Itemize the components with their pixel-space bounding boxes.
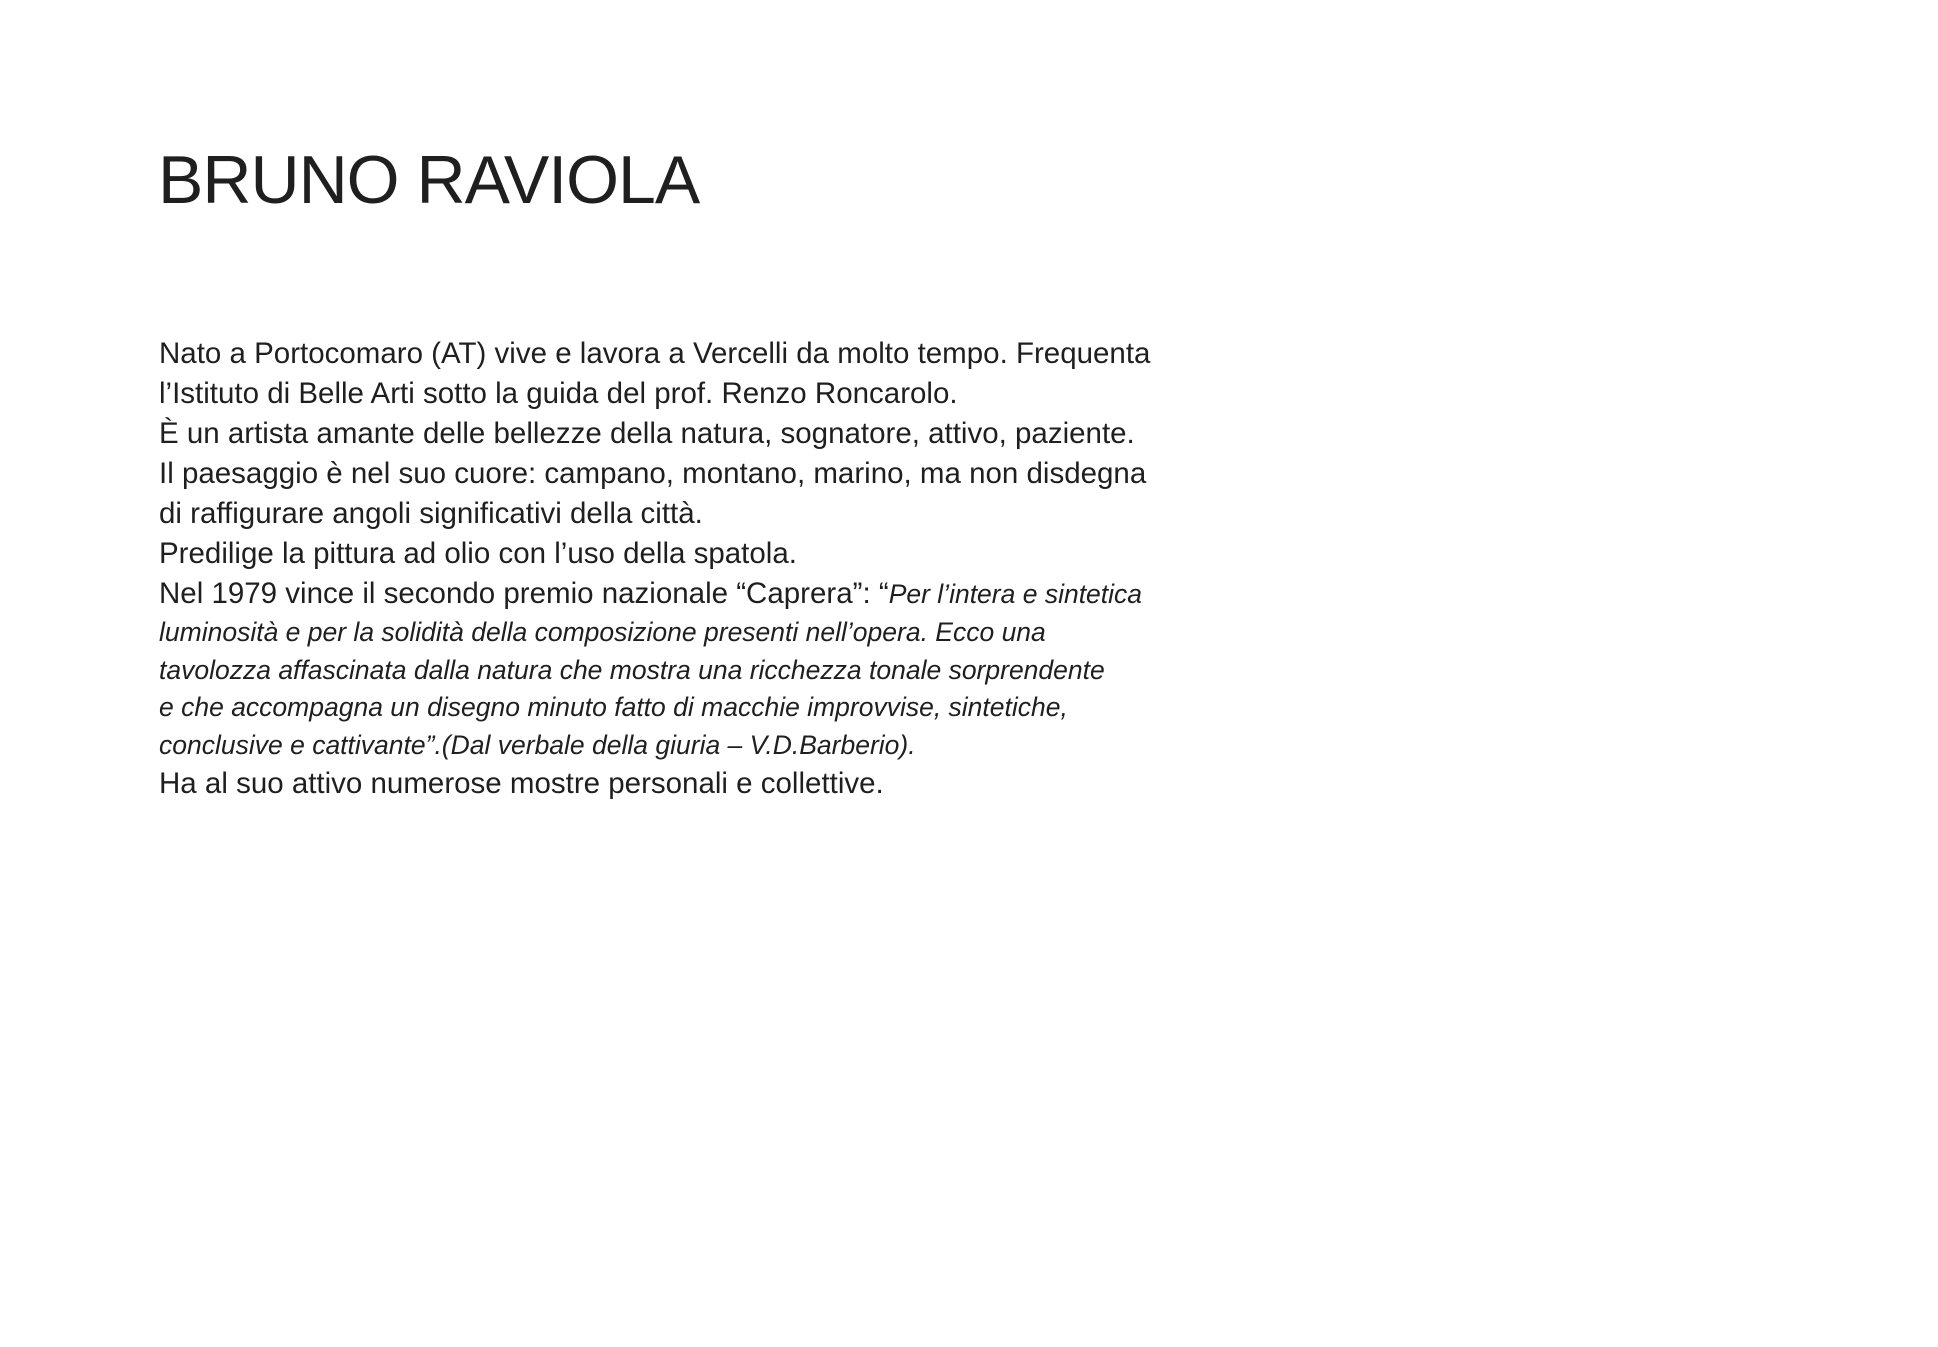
artist-name-title: BRUNO RAVIOLA (158, 142, 700, 218)
jury-quote-line: e che accompagna un disegno minuto fatto di macchie improvvise, sintetiche, (159, 692, 1068, 722)
bio-line: l’Istituto di Belle Arti sotto la guida del prof. Renzo Roncarolo. (159, 377, 958, 410)
jury-quote-start: Per l’intera e sintetica (888, 579, 1143, 609)
award-text: Nel 1979 vince il secondo premio nazionale “Caprera”: “ (159, 577, 889, 610)
jury-quote-line: luminosità e per la solidità della composizione presenti nell’opera. Ecco una (159, 617, 1046, 647)
artist-biography (159, 334, 1319, 804)
jury-quote-line: tavolozza affascinata dalla natura che mostra una ricchezza tonale sorprendente (159, 654, 1105, 685)
bio-line: Il paesaggio è nel suo cuore: campano, montano, marino, ma non disdegna (159, 457, 1147, 490)
bio-line: di raffigurare angoli significativi della città. (159, 497, 703, 530)
bio-line: È un artista amante delle bellezze della natura, sognatore, attivo, paziente. (159, 417, 1135, 450)
award-line (159, 574, 1319, 614)
bio-line: Predilige la pittura ad olio con l’uso della spatola. (159, 537, 797, 570)
exhibitions-line: Ha al suo attivo numerose mostre personali e collettive. (159, 767, 884, 800)
jury-quote-line: conclusive e cattivante”.(Dal verbale della giuria – V.D.Barberio). (159, 729, 916, 760)
bio-line: Nato a Portocomaro (AT) vive e lavora a Vercelli da molto tempo. Frequenta (159, 337, 1151, 370)
